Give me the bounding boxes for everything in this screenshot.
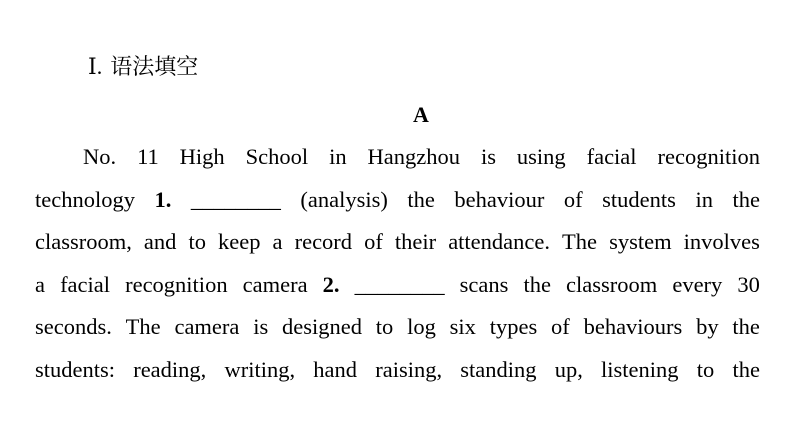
word: is [253, 314, 269, 339]
word: 30 [737, 271, 760, 297]
word: attendance. [448, 229, 550, 254]
word: their [394, 229, 437, 254]
section-heading [88, 52, 198, 83]
word: camera [242, 271, 308, 297]
word: up, [554, 356, 583, 382]
word: to [696, 356, 715, 382]
word: hand [313, 356, 358, 382]
word: Hangzhou [367, 144, 460, 169]
answer-blank: ________ [354, 271, 445, 297]
word: log [407, 314, 436, 339]
word: system [609, 229, 672, 254]
passage-line [35, 264, 760, 307]
passage-line [35, 179, 760, 222]
word: by [696, 314, 719, 339]
word: in [695, 186, 713, 212]
word: using [516, 144, 566, 169]
word: School [245, 144, 309, 169]
passage-line [35, 349, 760, 392]
word: scans [459, 271, 509, 297]
word: record [294, 229, 353, 254]
word: 11 [137, 144, 159, 169]
word: camera [174, 314, 240, 339]
answer-blank: ________ [190, 186, 281, 212]
word: the [407, 186, 435, 212]
word: (analysis) [300, 186, 388, 212]
passage-line [35, 306, 760, 349]
word: the [523, 271, 551, 297]
word: six [449, 314, 476, 339]
passage-line [35, 221, 760, 264]
word: The [562, 229, 598, 254]
word: reading, [133, 356, 207, 382]
word: technology [35, 186, 135, 212]
word: recognition [125, 271, 228, 297]
word: The [125, 314, 161, 339]
word: facial [60, 271, 111, 297]
section-numeral: Ⅰ. [88, 54, 103, 79]
word: No. [83, 144, 117, 169]
word: keep [218, 229, 261, 254]
word: designed [282, 314, 362, 339]
word: recognition [657, 144, 760, 169]
word: and [143, 229, 177, 254]
word: the [732, 186, 760, 212]
word: students: [35, 356, 116, 382]
blank-number: 2. [322, 271, 340, 297]
word: High [179, 144, 225, 169]
word: of [364, 229, 383, 254]
word: is [480, 144, 496, 169]
word: classroom, [35, 229, 132, 254]
word: every [672, 271, 723, 297]
word: behaviours [583, 314, 683, 339]
section-title: 语法填空 [110, 55, 199, 80]
word: a [35, 271, 45, 297]
word: writing, [224, 356, 296, 382]
word: raising, [375, 356, 443, 382]
word: types [489, 314, 538, 339]
passage-line [35, 136, 760, 179]
word: students [602, 186, 676, 212]
word: in [329, 144, 347, 169]
word: the [732, 356, 760, 382]
word: classroom [566, 271, 658, 297]
word: seconds. [35, 314, 112, 339]
word: of [551, 314, 570, 339]
blank-number: 1. [154, 186, 172, 212]
word: facial [586, 144, 637, 169]
word: of [563, 186, 583, 212]
word: a [272, 229, 283, 254]
passage-letter: A [413, 102, 429, 127]
word: to [188, 229, 206, 254]
passage-text [35, 136, 760, 391]
word: listening [601, 356, 679, 382]
word: to [375, 314, 394, 339]
word: involves [683, 229, 760, 254]
word: the [732, 314, 760, 339]
word: standing [460, 356, 537, 382]
word: behaviour [454, 186, 545, 212]
